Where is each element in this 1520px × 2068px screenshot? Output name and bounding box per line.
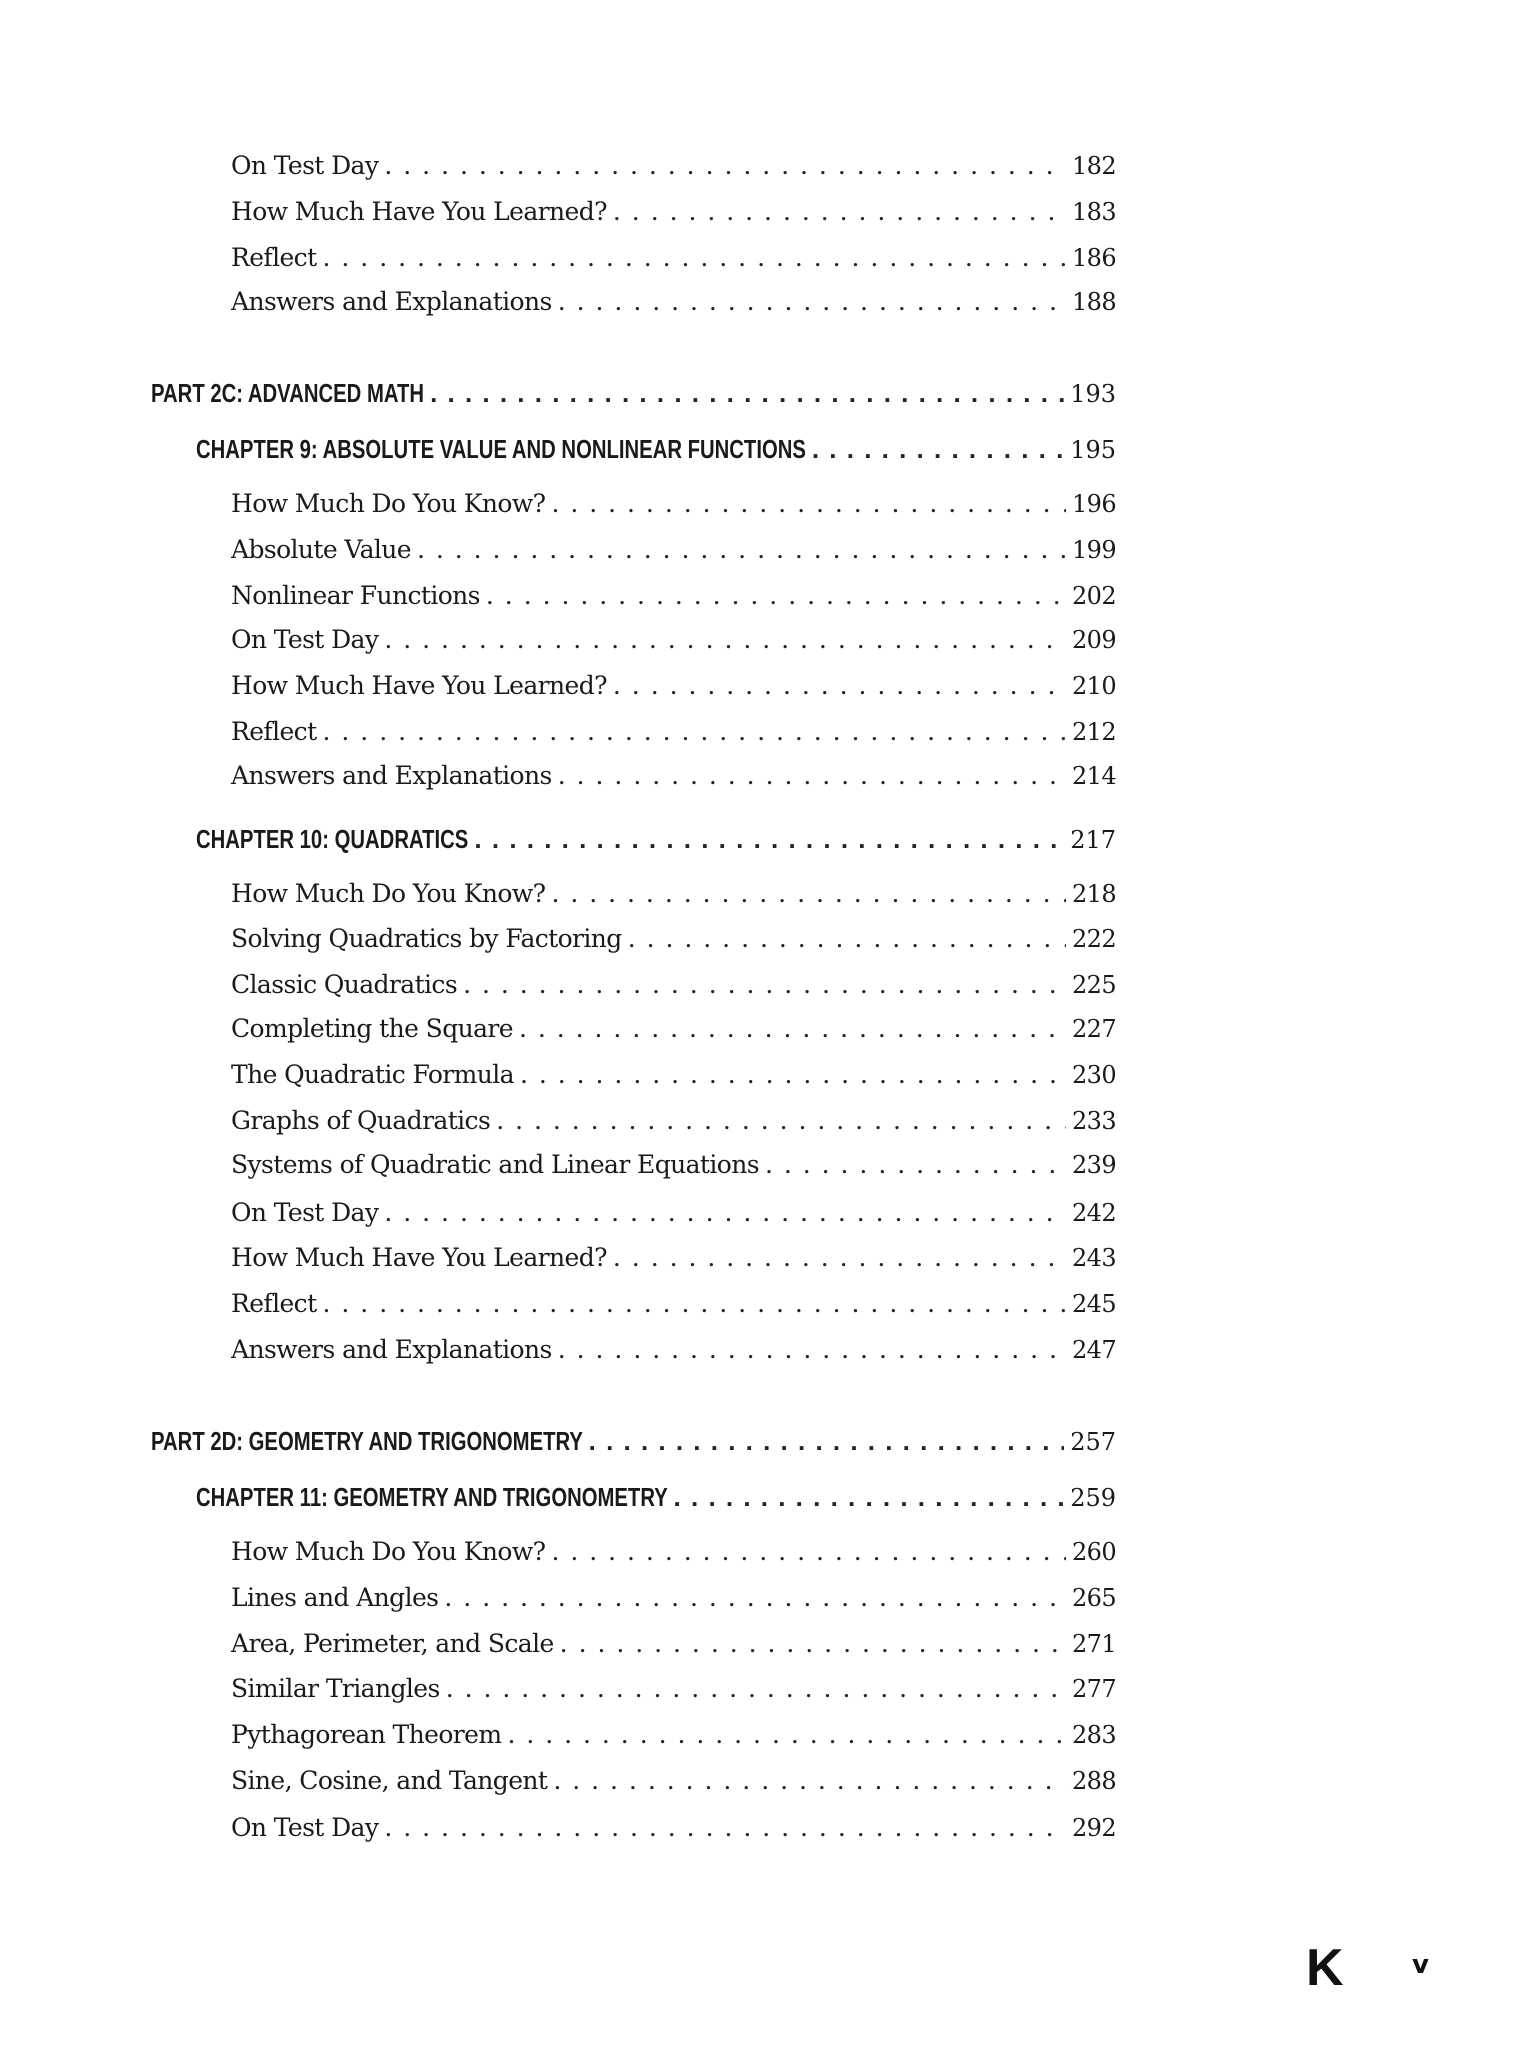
toc-page-number: 245 bbox=[1071, 1290, 1116, 1318]
toc-entry-title: How Much Have You Learned? bbox=[231, 1243, 607, 1272]
toc-entry-title: Answers and Explanations bbox=[231, 1335, 552, 1364]
toc-chapter-heading bbox=[196, 434, 1116, 474]
toc-page-number: 210 bbox=[1071, 672, 1116, 700]
toc-entry bbox=[231, 151, 1116, 191]
toc-entry-title: On Test Day bbox=[231, 1813, 379, 1842]
toc-page-number: 199 bbox=[1071, 536, 1116, 564]
toc-page-number: 257 bbox=[1070, 1428, 1116, 1456]
dot-leader bbox=[519, 1014, 1066, 1043]
toc-entry-title: Reflect bbox=[231, 1289, 317, 1318]
toc-page-number: 222 bbox=[1071, 925, 1116, 953]
toc-entry-title: On Test Day bbox=[231, 1198, 379, 1227]
toc-entry bbox=[231, 879, 1116, 919]
dot-leader bbox=[474, 824, 1064, 855]
toc-page-number: 227 bbox=[1071, 1015, 1116, 1043]
toc-page-number: 283 bbox=[1071, 1721, 1116, 1749]
toc-page-number: 288 bbox=[1071, 1767, 1116, 1795]
dot-leader bbox=[613, 1243, 1066, 1272]
dot-leader bbox=[558, 1335, 1066, 1364]
toc-entry-title: Area, Perimeter, and Scale bbox=[231, 1629, 554, 1658]
dot-leader bbox=[553, 1766, 1066, 1795]
toc-entry bbox=[231, 761, 1116, 801]
toc-part-heading bbox=[151, 1426, 1116, 1466]
toc-entry bbox=[231, 1629, 1116, 1669]
toc-page-number: 230 bbox=[1071, 1061, 1116, 1089]
toc-page-number: 243 bbox=[1071, 1244, 1116, 1272]
toc-page-number: 183 bbox=[1071, 198, 1116, 226]
toc-page-number: 247 bbox=[1071, 1336, 1116, 1364]
dot-leader bbox=[589, 1426, 1065, 1457]
toc-entry-title: Systems of Quadratic and Linear Equations bbox=[231, 1150, 759, 1179]
dot-leader bbox=[446, 1674, 1066, 1703]
toc-page-number: 212 bbox=[1071, 718, 1116, 746]
dot-leader bbox=[323, 717, 1066, 746]
toc-entry bbox=[231, 243, 1116, 283]
toc-page-number: 193 bbox=[1070, 380, 1116, 408]
toc-entry bbox=[231, 535, 1116, 575]
publisher-logo: K bbox=[1306, 1939, 1344, 1997]
dot-leader bbox=[520, 1060, 1066, 1089]
toc-page-number: 233 bbox=[1071, 1107, 1116, 1135]
toc-entry-title: Solving Quadratics by Factoring bbox=[231, 924, 622, 953]
dot-leader bbox=[323, 243, 1066, 272]
toc-entry-title: CHAPTER 10: QUADRATICS bbox=[196, 824, 469, 854]
dot-leader bbox=[560, 1629, 1066, 1658]
toc-page-number: 196 bbox=[1071, 490, 1116, 518]
dot-leader bbox=[551, 879, 1066, 908]
toc-chapter-heading bbox=[196, 1482, 1116, 1522]
toc-entry-title: On Test Day bbox=[231, 625, 379, 654]
toc-entry bbox=[231, 489, 1116, 529]
toc-page-number: 202 bbox=[1071, 582, 1116, 610]
dot-leader bbox=[323, 1289, 1066, 1318]
toc-entry-title: Classic Quadratics bbox=[231, 970, 458, 999]
toc-entry-title: Reflect bbox=[231, 717, 317, 746]
toc-entry bbox=[231, 197, 1116, 237]
toc-page-number: 225 bbox=[1071, 971, 1116, 999]
toc-entry-title: The Quadratic Formula bbox=[231, 1060, 514, 1089]
toc-entry-title: On Test Day bbox=[231, 151, 379, 180]
toc-entry-title: PART 2C: ADVANCED MATH bbox=[151, 378, 425, 408]
toc-entry-title: How Much Do You Know? bbox=[231, 879, 546, 908]
toc-page-number: 292 bbox=[1071, 1814, 1116, 1842]
toc-page-number: 265 bbox=[1071, 1584, 1116, 1612]
toc-entry bbox=[231, 625, 1116, 665]
toc-page-number: 259 bbox=[1070, 1484, 1116, 1512]
toc-entry-title: Lines and Angles bbox=[231, 1583, 439, 1612]
dot-leader bbox=[628, 924, 1066, 953]
toc-entry bbox=[231, 1106, 1116, 1146]
toc-entry bbox=[231, 671, 1116, 711]
dot-leader bbox=[384, 1198, 1066, 1227]
toc-entry bbox=[231, 287, 1116, 327]
toc-entry bbox=[231, 717, 1116, 757]
dot-leader bbox=[674, 1482, 1065, 1513]
toc-entry bbox=[231, 1060, 1116, 1100]
dot-leader bbox=[613, 671, 1066, 700]
dot-leader bbox=[812, 434, 1064, 465]
toc-page-number: 209 bbox=[1071, 626, 1116, 654]
toc-entry-title: PART 2D: GEOMETRY AND TRIGONOMETRY bbox=[151, 1426, 583, 1456]
toc-entry bbox=[231, 1289, 1116, 1329]
toc-page-number: 188 bbox=[1071, 288, 1116, 316]
toc-page-number: 214 bbox=[1071, 762, 1116, 790]
toc-page-number: 242 bbox=[1071, 1199, 1116, 1227]
toc-entry-title: CHAPTER 9: ABSOLUTE VALUE AND NONLINEAR FUNCTIONS bbox=[196, 434, 806, 464]
toc-entry-title: CHAPTER 11: GEOMETRY AND TRIGONOMETRY bbox=[196, 1482, 668, 1512]
toc-entry-title: Graphs of Quadratics bbox=[231, 1106, 491, 1135]
toc-page-number: 239 bbox=[1071, 1151, 1116, 1179]
toc-entry bbox=[231, 1583, 1116, 1623]
toc-entry bbox=[231, 1720, 1116, 1760]
toc-entry-title: How Much Have You Learned? bbox=[231, 197, 607, 226]
dot-leader bbox=[384, 625, 1066, 654]
toc-entry bbox=[231, 1766, 1116, 1806]
toc-page-number: 260 bbox=[1071, 1538, 1116, 1566]
toc-entry-title: Answers and Explanations bbox=[231, 287, 552, 316]
toc-entry bbox=[231, 924, 1116, 964]
page-number: v bbox=[1412, 1950, 1429, 1980]
dot-leader bbox=[558, 287, 1066, 316]
toc-entry-title: Similar Triangles bbox=[231, 1674, 440, 1703]
toc-entry bbox=[231, 1243, 1116, 1283]
toc-entry-title: Answers and Explanations bbox=[231, 761, 552, 790]
dot-leader bbox=[558, 761, 1066, 790]
toc-entry bbox=[231, 970, 1116, 1010]
toc-entry bbox=[231, 1674, 1116, 1714]
dot-leader bbox=[463, 970, 1066, 999]
toc-entry-title: Pythagorean Theorem bbox=[231, 1720, 502, 1749]
toc-entry bbox=[231, 581, 1116, 621]
toc-part-heading bbox=[151, 378, 1116, 418]
toc-entry-title: How Much Do You Know? bbox=[231, 489, 546, 518]
toc-page-number: 186 bbox=[1071, 244, 1116, 272]
toc-entry-title: How Much Do You Know? bbox=[231, 1537, 546, 1566]
dot-leader bbox=[613, 197, 1066, 226]
toc-page-number: 218 bbox=[1071, 880, 1116, 908]
toc-page-number: 182 bbox=[1071, 152, 1116, 180]
dot-leader bbox=[430, 378, 1064, 409]
dot-leader bbox=[384, 1813, 1066, 1842]
toc-entry bbox=[231, 1014, 1116, 1054]
toc-entry bbox=[231, 1198, 1116, 1238]
dot-leader bbox=[496, 1106, 1066, 1135]
dot-leader bbox=[384, 151, 1066, 180]
dot-leader bbox=[765, 1150, 1066, 1179]
toc-entry bbox=[231, 1813, 1116, 1853]
toc-page-number: 271 bbox=[1071, 1630, 1116, 1658]
toc-entry bbox=[231, 1537, 1116, 1577]
toc-chapter-heading bbox=[196, 824, 1116, 864]
toc-page-number: 277 bbox=[1071, 1675, 1116, 1703]
toc-entry bbox=[231, 1150, 1116, 1190]
dot-leader bbox=[486, 581, 1066, 610]
toc-entry bbox=[231, 1335, 1116, 1375]
dot-leader bbox=[417, 535, 1066, 564]
toc-entry-title: Nonlinear Functions bbox=[231, 581, 480, 610]
dot-leader bbox=[551, 1537, 1066, 1566]
dot-leader bbox=[444, 1583, 1066, 1612]
toc-page-number: 217 bbox=[1070, 826, 1116, 854]
dot-leader bbox=[551, 489, 1066, 518]
toc-page-number: 195 bbox=[1070, 436, 1116, 464]
toc-entry-title: Completing the Square bbox=[231, 1014, 513, 1043]
toc-entry-title: Absolute Value bbox=[231, 535, 411, 564]
dot-leader bbox=[507, 1720, 1066, 1749]
toc-entry-title: How Much Have You Learned? bbox=[231, 671, 607, 700]
toc-entry-title: Sine, Cosine, and Tangent bbox=[231, 1766, 548, 1795]
toc-entry-title: Reflect bbox=[231, 243, 317, 272]
